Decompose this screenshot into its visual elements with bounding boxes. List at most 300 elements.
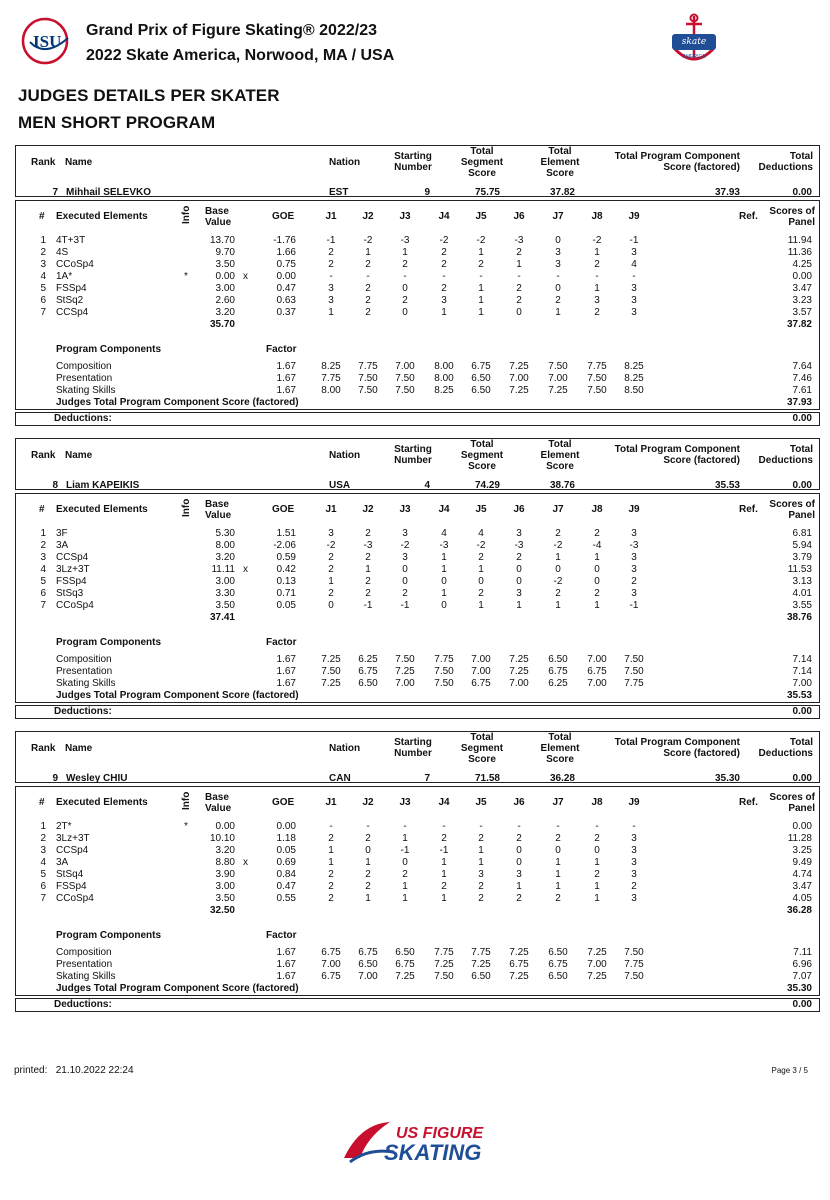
element-number: 2	[40, 247, 46, 258]
judge-component-mark: 7.00	[321, 959, 341, 970]
judge-goe: -	[442, 821, 446, 832]
us-figure-skating-logo-icon	[338, 1118, 488, 1166]
judge-goe: 0	[402, 576, 408, 587]
judge-goe: 1	[402, 833, 408, 844]
total-deductions-label: Total Deductions	[758, 737, 813, 759]
base-value: 10.10	[209, 833, 235, 844]
judge-goe: 3	[631, 869, 637, 880]
total-deductions-label: Total Deductions	[758, 444, 813, 466]
judge-goe: 4	[441, 528, 447, 539]
element-number: 3	[40, 259, 46, 270]
judge-goe: 2	[516, 552, 522, 563]
component-score: 7.46	[792, 373, 812, 384]
judge-goe: 1	[555, 881, 561, 892]
judge-component-mark: 8.25	[624, 361, 644, 372]
rank-label: Rank	[31, 743, 56, 754]
judge-goe: 1	[328, 307, 334, 318]
judge-header: J1	[325, 211, 337, 222]
judges-total-pcs: 35.30	[786, 983, 812, 994]
judge-component-mark: 7.50	[395, 385, 415, 396]
total-segment-score: 75.75	[474, 187, 500, 198]
judge-goe: 2	[516, 833, 522, 844]
element-name: StSq2	[56, 295, 84, 306]
nation-label: Nation	[329, 743, 361, 754]
goe-value: 0.37	[276, 307, 296, 318]
judge-goe: 1	[441, 552, 447, 563]
judge-goe: 0	[516, 307, 522, 318]
goe-value: -1.76	[273, 235, 296, 246]
judge-goe: -2	[553, 576, 563, 587]
judge-component-mark: 7.75	[358, 361, 378, 372]
judge-goe: -2	[553, 540, 563, 551]
judge-goe: 1	[594, 600, 600, 611]
document-header	[0, 0, 830, 80]
component-name: Presentation	[56, 373, 113, 384]
bonus-marker: x	[243, 857, 248, 868]
judge-component-mark: 7.50	[434, 971, 454, 982]
judge-goe: -	[632, 821, 636, 832]
judge-component-mark: 7.50	[587, 385, 607, 396]
total-element-score-label: Total Element Score	[540, 146, 580, 179]
judge-goe: -	[632, 271, 636, 282]
element-number: 4	[40, 857, 46, 868]
judge-goe: 2	[441, 283, 447, 294]
component-factor: 1.67	[276, 959, 296, 970]
judge-goe: 0	[328, 600, 334, 611]
judge-component-mark: 7.25	[509, 947, 529, 958]
element-number: 4	[40, 564, 46, 575]
judge-goe: 1	[478, 307, 484, 318]
name-label: Name	[65, 743, 93, 754]
judge-header: J4	[438, 211, 450, 222]
info-header: Info	[181, 205, 192, 224]
judge-goe: 1	[328, 845, 334, 856]
element-number-header: #	[39, 504, 45, 515]
judge-goe: 1	[594, 552, 600, 563]
judge-goe: -2	[476, 540, 486, 551]
judge-goe: 0	[402, 857, 408, 868]
component-factor: 1.67	[276, 654, 296, 665]
base-value-header: Base Value	[205, 792, 232, 814]
judge-goe: 2	[441, 833, 447, 844]
panel-score: 3.57	[792, 307, 812, 318]
element-name: 4S	[56, 247, 69, 258]
judge-goe: 1	[478, 295, 484, 306]
judge-goe: -	[479, 271, 483, 282]
judge-goe: 2	[555, 893, 561, 904]
judge-goe: 2	[365, 552, 371, 563]
judge-header: J9	[628, 504, 640, 515]
judge-component-mark: 7.25	[509, 971, 529, 982]
judge-goe: 1	[555, 869, 561, 880]
judge-goe: -	[517, 821, 521, 832]
judge-goe: 0	[594, 576, 600, 587]
judge-goe: 1	[594, 857, 600, 868]
judge-component-mark: 7.50	[358, 373, 378, 384]
skater-name: Mihhail SELEVKO	[66, 187, 152, 198]
judge-goe: -3	[363, 540, 373, 551]
judge-goe: 2	[365, 869, 371, 880]
judge-goe: 2	[365, 881, 371, 892]
total-segment-score-label: Total Segment Score	[460, 732, 504, 765]
judge-component-mark: 6.75	[548, 666, 568, 677]
judge-goe: 3	[402, 528, 408, 539]
judge-component-mark: 7.75	[434, 947, 454, 958]
judge-header: J5	[475, 211, 487, 222]
judge-goe: -	[517, 271, 521, 282]
judge-goe: 1	[594, 881, 600, 892]
judge-component-mark: 8.00	[434, 361, 454, 372]
judge-component-mark: 7.00	[509, 373, 529, 384]
component-factor: 1.67	[276, 971, 296, 982]
judge-goe: 3	[555, 247, 561, 258]
program-components-header: Program Components	[56, 637, 162, 648]
skater-nation: CAN	[329, 773, 351, 784]
judge-goe: 0	[516, 576, 522, 587]
panel-score: 6.81	[792, 528, 812, 539]
goe-value: 0.75	[276, 259, 296, 270]
judge-goe: -	[595, 271, 599, 282]
total-program-component-label: Total Program Component Score (factored)	[614, 737, 740, 759]
panel-score: 3.55	[792, 600, 812, 611]
element-name: FSSp4	[56, 283, 87, 294]
nation-label: Nation	[329, 450, 361, 461]
printed-timestamp: printed: 21.10.2022 22:24	[14, 1065, 134, 1076]
starting-number: 4	[424, 480, 430, 491]
judge-goe: 2	[365, 528, 371, 539]
deductions-value: 0.00	[792, 413, 812, 424]
skater-panel	[15, 438, 820, 723]
component-factor: 1.67	[276, 373, 296, 384]
total-segment-score-label: Total Segment Score	[460, 146, 504, 179]
judge-goe: 1	[441, 857, 447, 868]
judge-goe: -	[556, 271, 560, 282]
judge-goe: 3	[631, 295, 637, 306]
judge-header: J6	[513, 797, 525, 808]
judge-goe: 0	[441, 576, 447, 587]
judge-component-mark: 6.75	[358, 666, 378, 677]
judge-component-mark: 7.25	[587, 971, 607, 982]
judge-goe: -1	[439, 845, 449, 856]
element-number: 2	[40, 833, 46, 844]
judge-goe: -1	[326, 235, 336, 246]
component-score: 7.00	[792, 678, 812, 689]
element-number: 3	[40, 552, 46, 563]
judge-goe: 1	[478, 845, 484, 856]
judge-component-mark: 6.75	[587, 666, 607, 677]
base-value: 3.00	[215, 283, 235, 294]
judge-goe: 2	[478, 552, 484, 563]
judge-goe: 4	[631, 259, 637, 270]
judge-goe: 2	[594, 869, 600, 880]
scores-of-panel-header: Scores of Panel	[769, 792, 815, 814]
goe-value: 0.47	[276, 283, 296, 294]
judge-goe: 3	[631, 833, 637, 844]
judge-goe: 0	[365, 845, 371, 856]
total-element-score-label: Total Element Score	[540, 439, 580, 472]
event-series-title: Grand Prix of Figure Skating® 2022/23	[86, 22, 377, 39]
judge-goe: 1	[441, 307, 447, 318]
judge-component-mark: 7.50	[434, 678, 454, 689]
judge-component-mark: 7.25	[587, 947, 607, 958]
judge-goe: 1	[402, 881, 408, 892]
component-score: 6.96	[792, 959, 812, 970]
element-name: StSq3	[56, 588, 84, 599]
judge-goe: 3	[631, 564, 637, 575]
component-factor: 1.67	[276, 947, 296, 958]
judge-header: J1	[325, 797, 337, 808]
judge-header: J2	[362, 211, 374, 222]
judge-component-mark: 7.25	[509, 385, 529, 396]
judge-goe: -	[479, 821, 483, 832]
judge-goe: 2	[516, 893, 522, 904]
judge-component-mark: 7.50	[587, 373, 607, 384]
judge-component-mark: 8.25	[624, 373, 644, 384]
base-value: 3.00	[215, 576, 235, 587]
judge-goe: -	[556, 821, 560, 832]
judge-component-mark: 6.50	[395, 947, 415, 958]
judge-goe: 1	[478, 247, 484, 258]
goe-value: 1.51	[276, 528, 296, 539]
judge-goe: 2	[516, 295, 522, 306]
panel-score: 4.25	[792, 259, 812, 270]
judge-goe: 2	[478, 259, 484, 270]
judge-goe: -	[366, 271, 370, 282]
judge-component-mark: 7.00	[395, 361, 415, 372]
judge-goe: 4	[478, 528, 484, 539]
judge-goe: 2	[555, 588, 561, 599]
judge-component-mark: 7.50	[548, 361, 568, 372]
judge-goe: 1	[328, 857, 334, 868]
skater-rank: 9	[52, 773, 58, 784]
judge-goe: 1	[516, 259, 522, 270]
judge-component-mark: 7.25	[509, 361, 529, 372]
total-segment-score: 71.58	[474, 773, 500, 784]
judge-goe: -2	[476, 235, 486, 246]
element-name: 3Lz+3T	[56, 564, 90, 575]
judge-goe: 1	[594, 283, 600, 294]
judge-component-mark: 7.25	[321, 654, 341, 665]
element-info: *	[184, 271, 188, 282]
skater-panel	[15, 145, 820, 430]
judge-component-mark: 7.50	[395, 373, 415, 384]
judge-goe: -	[595, 821, 599, 832]
judge-component-mark: 6.75	[509, 959, 529, 970]
judge-goe: 3	[631, 588, 637, 599]
judge-header: J4	[438, 797, 450, 808]
judge-component-mark: 6.25	[358, 654, 378, 665]
panel-score: 3.13	[792, 576, 812, 587]
judge-goe: 1	[365, 564, 371, 575]
judge-component-mark: 7.75	[624, 678, 644, 689]
element-name: CCoSp4	[56, 600, 94, 611]
judge-goe: 3	[478, 869, 484, 880]
executed-elements-header: Executed Elements	[56, 504, 148, 515]
element-number: 2	[40, 540, 46, 551]
rank-label: Rank	[31, 450, 56, 461]
total-program-component-label: Total Program Component Score (factored)	[614, 444, 740, 466]
judge-goe: 1	[516, 881, 522, 892]
doc-heading: JUDGES DETAILS PER SKATER	[18, 86, 280, 105]
judge-goe: -	[329, 271, 333, 282]
judge-goe: -3	[400, 235, 410, 246]
judge-component-mark: 7.50	[624, 666, 644, 677]
judge-goe: 3	[631, 893, 637, 904]
judge-goe: 0	[555, 283, 561, 294]
element-name: 3F	[56, 528, 68, 539]
judge-goe: 0	[478, 576, 484, 587]
deductions-label: Deductions:	[54, 999, 112, 1010]
judge-goe: 2	[365, 259, 371, 270]
judge-goe: 2	[328, 588, 334, 599]
judge-component-mark: 7.00	[509, 678, 529, 689]
judge-goe: 2	[365, 588, 371, 599]
goe-value: 0.00	[276, 271, 296, 282]
svg-text:SKATING: SKATING	[384, 1140, 482, 1165]
judge-component-mark: 7.50	[624, 947, 644, 958]
base-value: 2.60	[215, 295, 235, 306]
judges-total-pcs-label: Judges Total Program Component Score (factored)	[56, 690, 299, 701]
starting-number: 9	[424, 187, 430, 198]
base-value-total: 32.50	[209, 905, 235, 916]
judge-goe: -1	[363, 600, 373, 611]
judge-goe: 1	[365, 857, 371, 868]
element-number: 6	[40, 881, 46, 892]
judge-goe: 0	[402, 307, 408, 318]
element-name: 2T*	[56, 821, 72, 832]
total-element-score: 38.76	[549, 480, 575, 491]
component-score: 7.14	[792, 666, 812, 677]
judge-goe: 3	[516, 869, 522, 880]
element-number: 6	[40, 588, 46, 599]
judge-goe: -2	[400, 540, 410, 551]
panel-score: 11.53	[787, 564, 812, 575]
judge-goe: 3	[631, 857, 637, 868]
base-value: 11.11	[211, 564, 235, 575]
goe-value: 0.59	[276, 552, 296, 563]
judge-goe: 2	[365, 833, 371, 844]
judge-goe: 1	[555, 857, 561, 868]
total-program-component-score: 35.30	[714, 773, 740, 784]
judge-component-mark: 7.25	[471, 959, 491, 970]
judge-goe: 1	[441, 564, 447, 575]
judge-goe: 2	[631, 881, 637, 892]
judge-goe: 2	[365, 283, 371, 294]
total-element-score-label: Total Element Score	[540, 732, 580, 765]
judge-goe: 0	[594, 845, 600, 856]
judge-component-mark: 8.25	[434, 385, 454, 396]
element-number: 6	[40, 295, 46, 306]
goe-value: -2.06	[273, 540, 296, 551]
element-name: 4T+3T	[56, 235, 86, 246]
element-number: 7	[40, 893, 46, 904]
judge-component-mark: 6.75	[321, 971, 341, 982]
judge-goe: 3	[631, 247, 637, 258]
judge-goe: 1	[555, 600, 561, 611]
component-name: Skating Skills	[56, 971, 116, 982]
isu-logo-icon	[20, 16, 78, 66]
judge-header: J7	[552, 211, 564, 222]
judge-component-mark: 7.75	[587, 361, 607, 372]
element-number-header: #	[39, 211, 45, 222]
judge-header: J8	[591, 797, 603, 808]
total-element-score: 36.28	[549, 773, 575, 784]
judge-component-mark: 7.25	[548, 385, 568, 396]
judge-goe: 2	[441, 247, 447, 258]
judge-component-mark: 7.00	[548, 373, 568, 384]
judge-goe: 3	[555, 259, 561, 270]
total-program-component-score: 35.53	[714, 480, 740, 491]
component-name: Composition	[56, 654, 112, 665]
judge-component-mark: 7.00	[471, 666, 491, 677]
judge-goe: -4	[592, 540, 602, 551]
total-program-component-label: Total Program Component Score (factored)	[614, 151, 740, 173]
judge-component-mark: 8.50	[624, 385, 644, 396]
deductions-box	[15, 412, 820, 426]
judge-component-mark: 6.50	[358, 678, 378, 689]
judge-goe: 2	[402, 259, 408, 270]
component-name: Composition	[56, 947, 112, 958]
base-value: 3.50	[215, 259, 235, 270]
base-value-header: Base Value	[205, 499, 232, 521]
goe-value: 0.55	[276, 893, 296, 904]
judge-component-mark: 6.50	[471, 385, 491, 396]
judge-goe: 3	[516, 528, 522, 539]
judge-goe: -3	[514, 540, 524, 551]
base-value: 3.20	[215, 307, 235, 318]
judge-component-mark: 6.75	[471, 361, 491, 372]
judge-goe: 2	[478, 881, 484, 892]
base-value: 3.00	[215, 881, 235, 892]
skater-nation: USA	[329, 480, 351, 491]
judge-goe: 1	[555, 552, 561, 563]
judge-component-mark: 6.50	[548, 947, 568, 958]
element-name: CCoSp4	[56, 259, 94, 270]
judge-goe: 1	[478, 600, 484, 611]
deductions-box	[15, 998, 820, 1012]
element-number: 4	[40, 271, 46, 282]
base-value: 3.20	[215, 845, 235, 856]
panel-score: 3.25	[792, 845, 812, 856]
judge-goe: 2	[402, 588, 408, 599]
judge-goe: -	[403, 821, 407, 832]
element-name: CCSp4	[56, 845, 89, 856]
judge-goe: -	[366, 821, 370, 832]
judge-goe: 2	[328, 881, 334, 892]
component-score: 7.64	[792, 361, 812, 372]
element-number-header: #	[39, 797, 45, 808]
element-number: 5	[40, 576, 46, 587]
judge-goe: 1	[441, 588, 447, 599]
judge-header: J6	[513, 211, 525, 222]
element-number: 5	[40, 283, 46, 294]
judge-header: J8	[591, 504, 603, 515]
panel-score: 3.23	[792, 295, 812, 306]
deductions-value: 0.00	[792, 999, 812, 1010]
segment-heading: MEN SHORT PROGRAM	[18, 113, 216, 132]
judge-component-mark: 6.75	[395, 959, 415, 970]
judge-component-mark: 6.75	[471, 678, 491, 689]
judge-goe: -	[442, 271, 446, 282]
judge-goe: 3	[516, 588, 522, 599]
panel-score: 5.94	[792, 540, 812, 551]
judges-total-pcs: 35.53	[786, 690, 812, 701]
judge-goe: 0	[555, 845, 561, 856]
judge-header: J1	[325, 504, 337, 515]
judge-goe: 2	[328, 247, 334, 258]
judge-component-mark: 7.00	[471, 654, 491, 665]
panel-score: 4.74	[792, 869, 812, 880]
